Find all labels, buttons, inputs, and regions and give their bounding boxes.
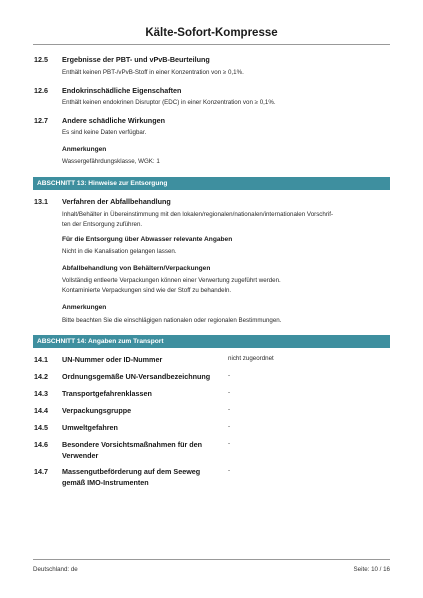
- header-rule: [33, 44, 390, 45]
- section-number: 14.2: [34, 372, 48, 381]
- section-number: 14.5: [34, 423, 48, 432]
- footer-country: Deutschland: de: [33, 566, 78, 573]
- transport-heading: Umweltgefahren: [62, 423, 118, 432]
- subheading-wastewater: Für die Entsorgung über Abwasser relevante Angaben: [62, 236, 233, 243]
- remarks-text: Bitte beachten Sie die einschlägigen nationalen oder regionalen Bestimmungen.: [62, 317, 282, 324]
- section-text: Inhalt/Behälter in Übereinstimmung mit den lokalen/regionalen/nationalen/internationalen Vorschrif-: [62, 211, 334, 218]
- transport-value: -: [228, 467, 231, 474]
- transport-heading: gemäß IMO-Instrumenten: [62, 478, 149, 487]
- section-text: Enthält keinen PBT-/vPvB-Stoff in einer Konzentration von ≥ 0,1%.: [62, 69, 244, 76]
- section-number: 14.6: [34, 440, 48, 449]
- transport-value: -: [228, 406, 231, 413]
- transport-value: -: [228, 423, 231, 430]
- transport-value: nicht zugeordnet: [228, 355, 274, 362]
- section-13-title: ABSCHNITT 13: Hinweise zur Entsorgung: [37, 180, 168, 187]
- remarks-heading: Anmerkungen: [62, 304, 107, 311]
- transport-value: -: [228, 389, 231, 396]
- transport-heading: UN-Nummer oder ID-Nummer: [62, 355, 163, 364]
- section-number: 13.1: [34, 197, 48, 206]
- section-number: 12.7: [34, 116, 48, 125]
- subtext-wastewater: Nicht in die Kanalisation gelangen lassen.: [62, 248, 177, 255]
- section-text: Enthält keinen endokrinen Disruptor (EDC) in einer Konzentration von ≥ 0,1%.: [62, 99, 276, 106]
- footer-rule: [33, 559, 390, 560]
- transport-heading: Verwender: [62, 451, 99, 460]
- transport-heading: Verpackungsgruppe: [62, 406, 132, 415]
- section-text: ten der Entsorgung zuführen.: [62, 221, 143, 228]
- section-heading: Andere schädliche Wirkungen: [62, 116, 165, 125]
- transport-heading: Transportgefahrenklassen: [62, 389, 152, 398]
- section-heading: Endokrinschädliche Eigenschaften: [62, 86, 182, 95]
- subtext-packaging: Kontaminierte Verpackungen sind wie der Stoff zu behandeln.: [62, 287, 232, 294]
- section-number: 12.6: [34, 86, 48, 95]
- section-number: 14.1: [34, 355, 48, 364]
- section-number: 14.7: [34, 467, 48, 476]
- transport-heading: Ordnungsgemäße UN-Versandbezeichnung: [62, 372, 211, 381]
- transport-heading: Massengutbeförderung auf dem Seeweg: [62, 467, 201, 476]
- section-text: Es sind keine Daten verfügbar.: [62, 129, 147, 136]
- remarks-heading: Anmerkungen: [62, 146, 107, 153]
- remarks-text: Wassergefährdungsklasse, WGK: 1: [62, 158, 160, 165]
- footer-page-number: Seite: 10 / 16: [353, 566, 390, 573]
- document-title: Kälte-Sofort-Kompresse: [145, 27, 278, 39]
- section-heading: Ergebnisse der PBT- und vPvB-Beurteilung: [62, 55, 210, 64]
- section-14-bar: [33, 335, 390, 348]
- section-number: 14.4: [34, 406, 48, 415]
- section-heading: Verfahren der Abfallbehandlung: [62, 197, 171, 206]
- transport-value: -: [228, 372, 231, 379]
- section-number: 14.3: [34, 389, 48, 398]
- transport-value: -: [228, 440, 231, 447]
- section-14-title: ABSCHNITT 14: Angaben zum Transport: [37, 338, 164, 345]
- subtext-packaging: Vollständig entleerte Verpackungen können einer Verwertung zugeführt werden.: [62, 277, 281, 284]
- section-number: 12.5: [34, 55, 48, 64]
- section-13-bar: [33, 177, 390, 190]
- transport-heading: Besondere Vorsichtsmaßnahmen für den: [62, 440, 203, 449]
- subheading-packaging: Abfallbehandlung von Behältern/Verpackungen: [62, 265, 211, 272]
